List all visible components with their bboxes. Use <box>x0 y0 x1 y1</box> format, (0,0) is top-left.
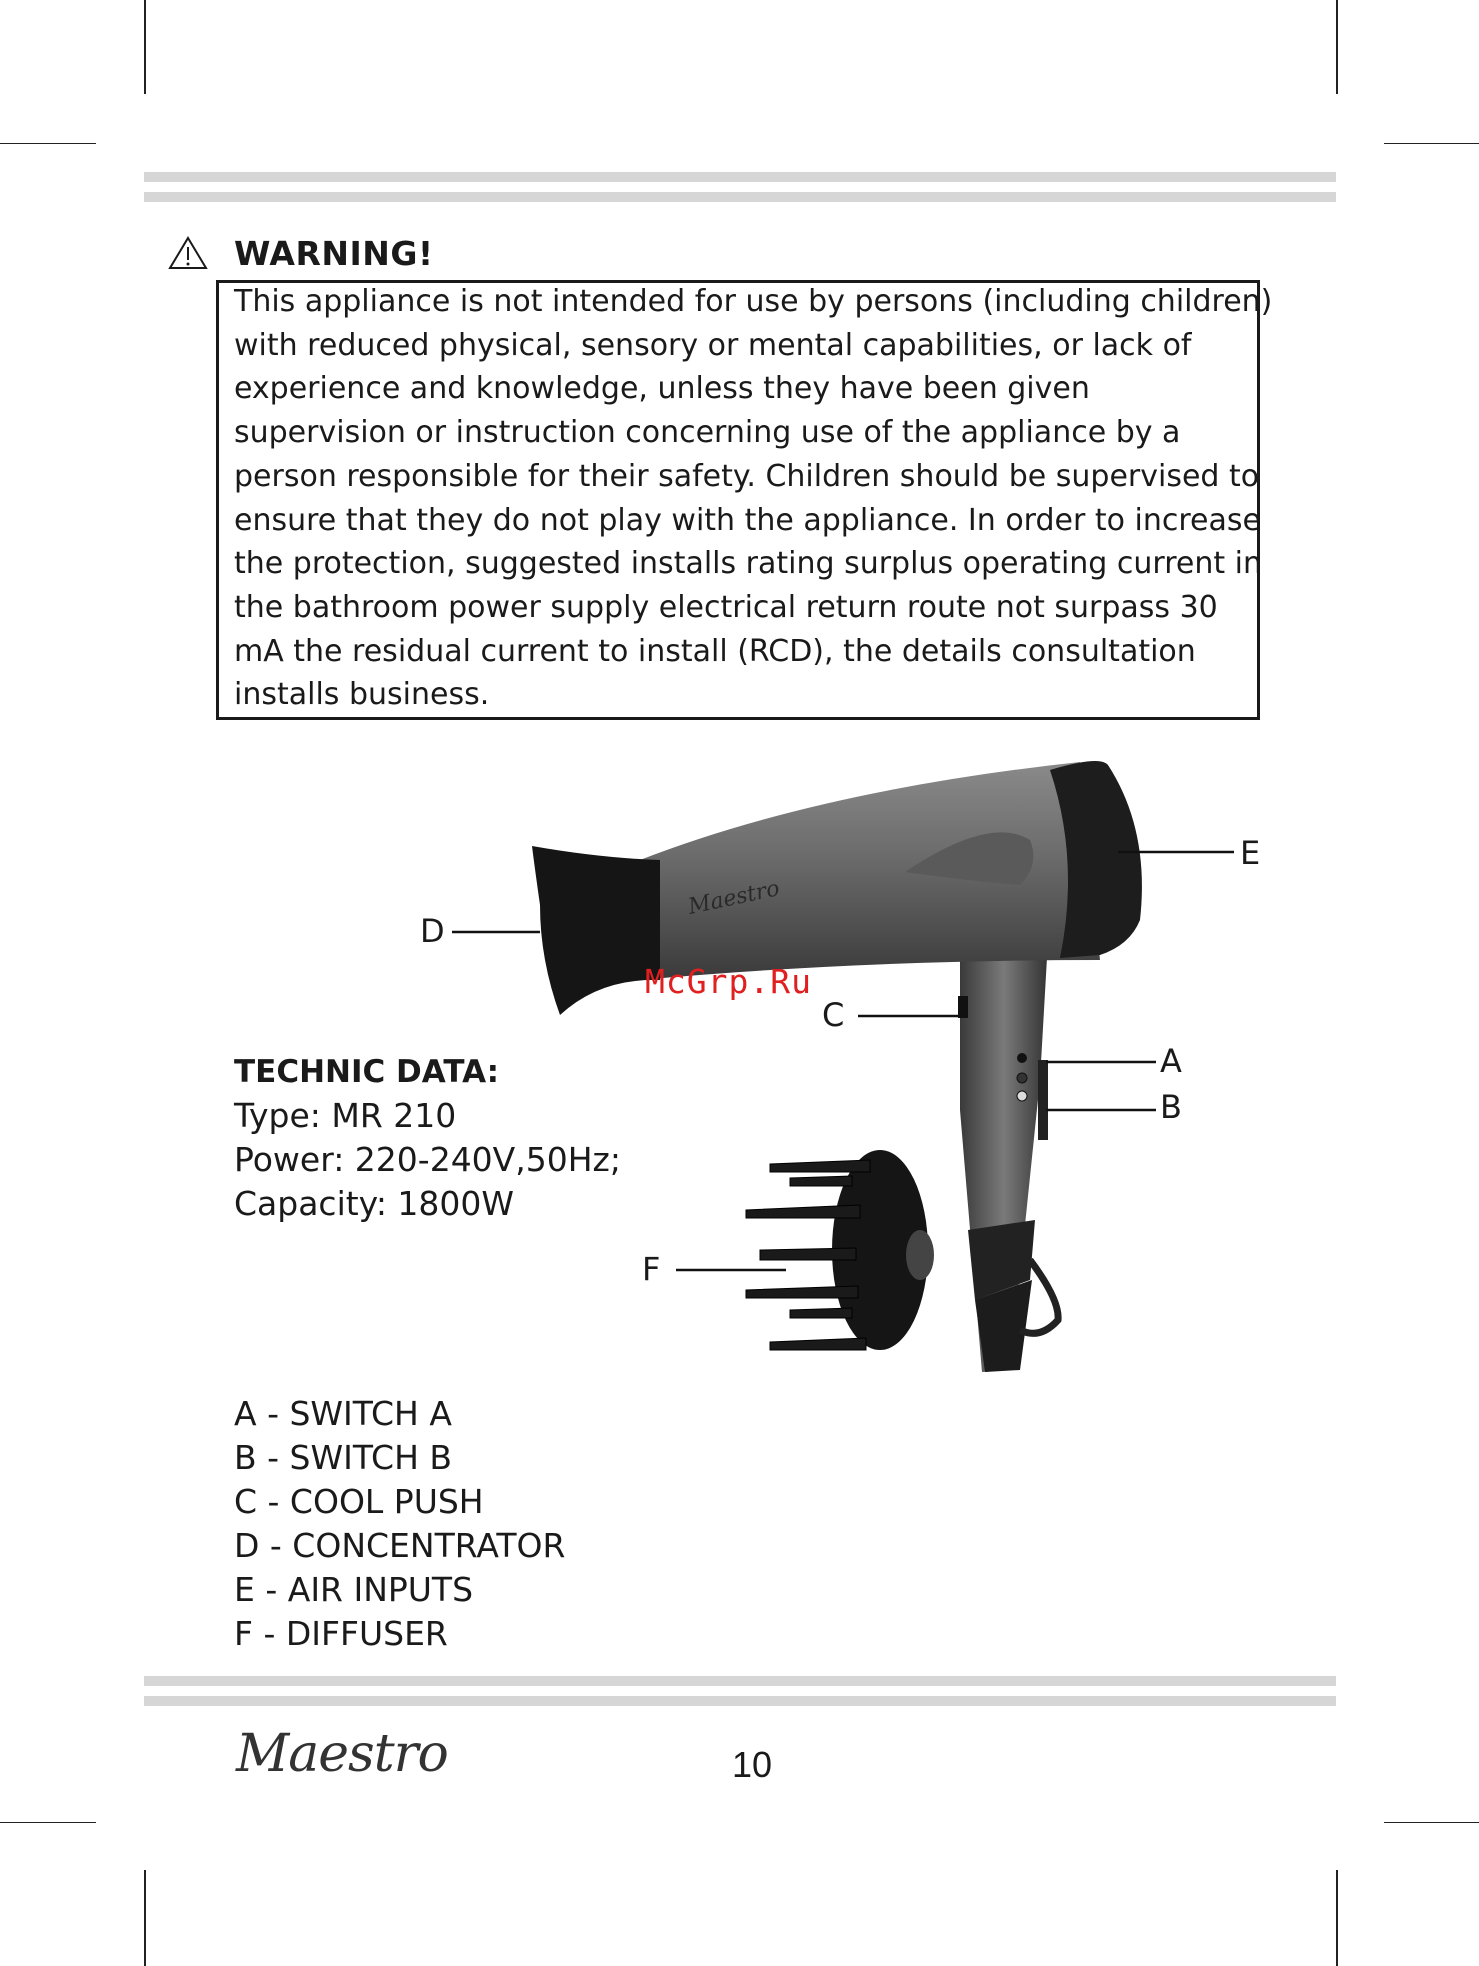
footer-band <box>144 1696 1336 1706</box>
part-item: F - DIFFUSER <box>234 1614 448 1653</box>
technic-type: Type: MR 210 <box>234 1096 457 1135</box>
crop-mark <box>1336 0 1338 94</box>
part-item: B - SWITCH B <box>234 1438 453 1477</box>
callout-a: A <box>1160 1042 1182 1080</box>
hair-dryer-illustration <box>380 740 1260 1390</box>
crop-mark <box>1336 1870 1338 1966</box>
warning-title: WARNING! <box>234 234 434 273</box>
warning-line: experience and knowledge, unless they have been given <box>234 371 1090 407</box>
product-logo: Maestro <box>686 876 782 920</box>
crop-mark <box>1384 143 1479 144</box>
maestro-logo: Maestro <box>236 1724 448 1784</box>
callout-e: E <box>1240 834 1261 872</box>
header-band <box>144 192 1336 202</box>
callout-d: D <box>420 912 445 950</box>
page-number: 10 <box>732 1744 773 1785</box>
crop-mark <box>144 1870 146 1966</box>
warning-line: the bathroom power supply electrical return route not surpass 30 <box>234 589 1218 625</box>
warning-line: ensure that they do not play with the appliance. In order to increase <box>234 502 1261 538</box>
callout-f: F <box>642 1250 661 1288</box>
part-item: E - AIR INPUTS <box>234 1570 474 1609</box>
warning-line: supervision or instruction concerning use of the appliance by a <box>234 415 1181 451</box>
warning-line: This appliance is not intended for use by persons (including children) <box>234 284 1273 319</box>
warning-line: with reduced physical, sensory or mental capabilities, or lack of <box>234 327 1192 363</box>
footer-band <box>144 1676 1336 1686</box>
technic-data-title: TECHNIC DATA: <box>234 1054 500 1090</box>
warning-line: installs business. <box>234 677 490 713</box>
warning-line: person responsible for their safety. Children should be supervised to <box>234 458 1260 494</box>
technic-power: Power: 220-240V,50Hz; <box>234 1140 621 1179</box>
header-band <box>144 172 1336 182</box>
watermark: McGrp.Ru <box>645 962 812 1001</box>
callout-c: C <box>822 996 845 1034</box>
part-item: A - SWITCH A <box>234 1394 452 1433</box>
warning-triangle-icon <box>168 236 208 270</box>
crop-mark <box>0 143 96 144</box>
callout-b: B <box>1160 1088 1182 1126</box>
part-item: D - CONCENTRATOR <box>234 1526 566 1565</box>
technic-capacity: Capacity: 1800W <box>234 1184 515 1223</box>
crop-mark <box>0 1822 96 1823</box>
warning-text <box>234 280 1273 717</box>
warning-line: the protection, suggested installs rating surplus operating current in <box>234 546 1262 582</box>
crop-mark <box>144 0 146 94</box>
warning-line: mA the residual current to install (RCD), the details consultation <box>234 633 1196 669</box>
crop-mark <box>1384 1822 1479 1823</box>
part-item: C - COOL PUSH <box>234 1482 484 1521</box>
